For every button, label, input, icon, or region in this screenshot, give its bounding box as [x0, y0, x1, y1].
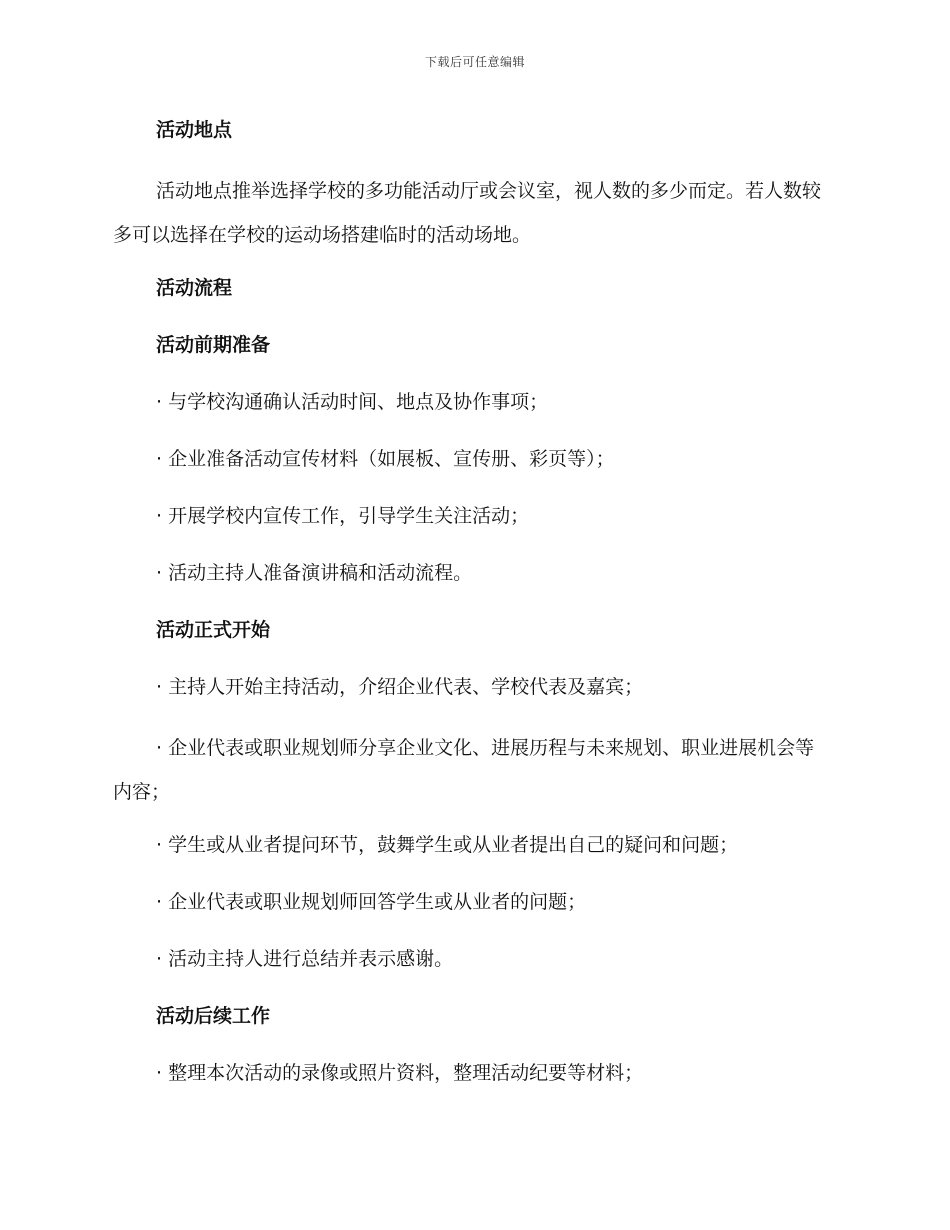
section-heading-preparation: 活动前期准备	[156, 334, 271, 356]
list-item: · 企业代表或职业规划师回答学生或从业者的问题；	[156, 891, 587, 913]
list-item: · 与学校沟通确认活动时间、地点及协作事项；	[156, 391, 549, 413]
section-heading-followup: 活动后续工作	[156, 1005, 271, 1027]
location-paragraph: 活动地点推举选择学校的多功能活动厅或会议室，视人数的多少而定。若人数较多可以选择在学校的运动场搭建临时的活动场地。	[113, 180, 822, 246]
document-body	[113, 112, 833, 1112]
list-item: · 整理本次活动的录像或照片资料，整理活动纪要等材料；	[156, 1062, 644, 1084]
section-heading-process: 活动流程	[156, 277, 233, 299]
section-heading-location: 活动地点	[156, 119, 233, 141]
list-item: · 开展学校内宣传工作，引导学生关注活动；	[156, 505, 530, 527]
list-item: · 企业代表或职业规划师分享企业文化、进展历程与未来规划、职业进展机会等内容；	[113, 737, 815, 803]
list-item: · 活动主持人进行总结并表示感谢。	[156, 948, 454, 970]
list-item: · 企业准备活动宣传材料（如展板、宣传册、彩页等）；	[156, 448, 615, 470]
list-item: · 主持人开始主持活动，介绍企业代表、学校代表及嘉宾；	[156, 676, 644, 698]
page-header: 下载后可任意编辑	[424, 55, 525, 69]
section-heading-start: 活动正式开始	[156, 619, 271, 641]
list-item: · 活动主持人准备演讲稿和活动流程。	[156, 562, 473, 584]
list-item: · 学生或从业者提问环节，鼓舞学生或从业者提出自己的疑问和问题；	[156, 834, 739, 856]
